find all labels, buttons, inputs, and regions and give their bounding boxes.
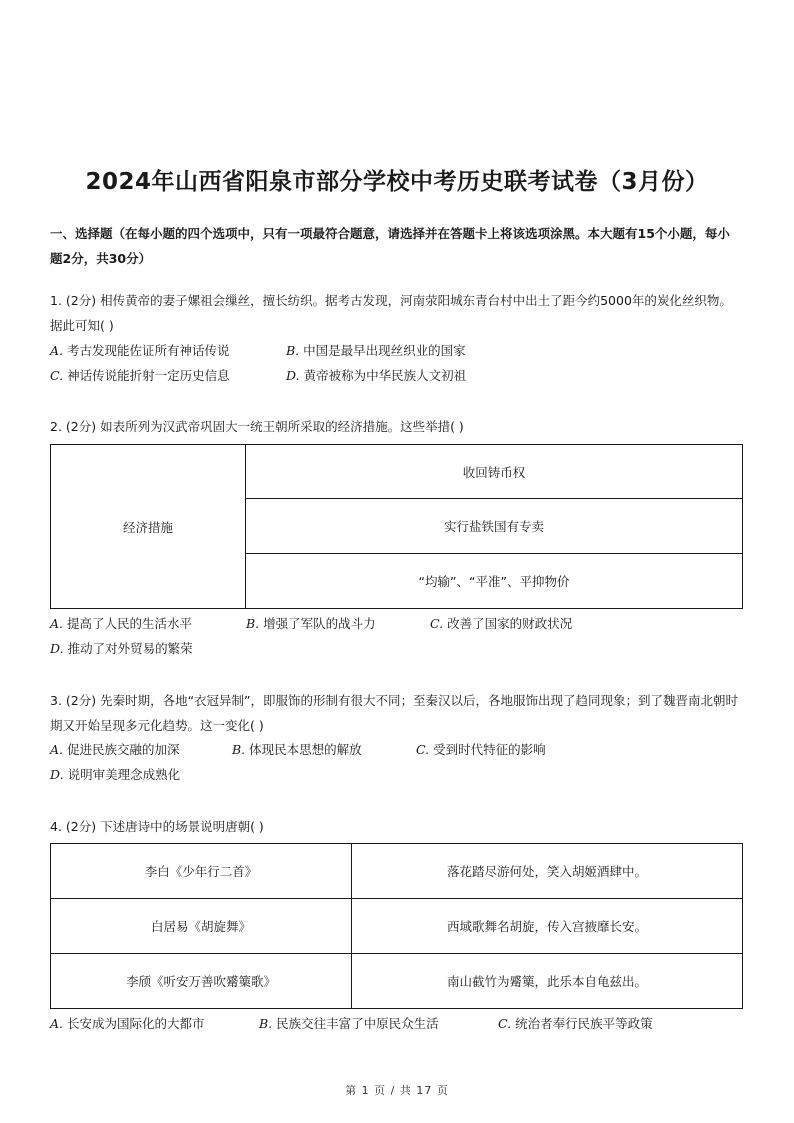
- option-letter: D.: [50, 641, 64, 656]
- question-3-options-row-2: [50, 762, 740, 787]
- table-cell-source: 李白《少年行二首》: [51, 844, 352, 899]
- question-2-table: [50, 444, 743, 609]
- option-letter: B.: [232, 742, 246, 757]
- option-letter: B.: [259, 1016, 273, 1031]
- question-1-options-row-2: [50, 363, 740, 388]
- option-b[interactable]: [259, 1011, 439, 1036]
- option-letter: D.: [286, 368, 300, 383]
- option-a[interactable]: [50, 737, 180, 762]
- table-cell-line: 南山截竹为觱篥，此乐本自龟兹出。: [352, 954, 743, 1009]
- option-text: 考古发现能佐证所有神话传说: [67, 343, 230, 358]
- option-text: 神话传说能折射一定历史信息: [67, 368, 230, 383]
- table-cell: 收回铸币权: [246, 445, 743, 499]
- section-header: 一、选择题（在每小题的四个选项中，只有一项最符合题意，请选择并在答题卡上将该选项涂黑。本大题有15个小题，每小题2分，共30分）: [50, 226, 730, 266]
- table-cell: 实行盐铁国有专卖: [246, 499, 743, 554]
- option-letter: B.: [246, 616, 260, 631]
- question-2-options-row-1: [50, 611, 740, 636]
- option-text: 受到时代特征的影响: [433, 742, 546, 757]
- option-c[interactable]: [498, 1011, 653, 1036]
- question-2-stem: 2. (2分) 如表所列为汉武帝巩固大一统王朝所采取的经济措施。这些举措( ): [50, 419, 464, 434]
- option-text: 提高了人民的生活水平: [67, 616, 193, 631]
- option-d[interactable]: [286, 363, 466, 388]
- option-d[interactable]: [50, 762, 180, 787]
- option-letter: A.: [50, 742, 64, 757]
- question-4-stem: 4. (2分) 下述唐诗中的场景说明唐朝( ): [50, 819, 264, 834]
- option-b[interactable]: [232, 737, 362, 762]
- option-d[interactable]: [50, 636, 193, 661]
- table-cell-source: 李颀《听安万善吹觱篥歌》: [51, 954, 352, 1009]
- page-title: 2024年山西省阳泉市部分学校中考历史联考试卷（3月份）: [85, 169, 709, 195]
- option-letter: B.: [286, 343, 300, 358]
- option-letter: A.: [50, 616, 64, 631]
- option-c[interactable]: [430, 611, 572, 636]
- question-3-stem: 3. (2分) 先秦时期，各地“衣冠异制”，即服饰的形制有很大不同；至秦汉以后，各地服饰出现了趋同现象；到了魏晋南北朝时期又开始呈现多元化趋势。这一变化( ): [50, 693, 739, 733]
- option-text: 促进民族交融的加深: [67, 742, 180, 757]
- option-c[interactable]: [416, 737, 546, 762]
- option-a[interactable]: [50, 338, 230, 363]
- option-letter: C.: [498, 1016, 512, 1031]
- question-2-options-row-2: [50, 636, 740, 661]
- option-text: 改善了国家的财政状况: [447, 616, 573, 631]
- option-letter: A.: [50, 1016, 64, 1031]
- option-text: 中国是最早出现丝织业的国家: [303, 343, 466, 358]
- table-cell: “均输”、“平准”、平抑物价: [246, 554, 743, 609]
- page-footer: 第 1 页 / 共 17 页: [345, 1084, 449, 1097]
- option-text: 说明审美理念成熟化: [67, 767, 181, 782]
- question-1-options-row-1: [50, 338, 740, 363]
- option-letter: A.: [50, 343, 64, 358]
- option-letter: C.: [430, 616, 444, 631]
- option-text: 增强了军队的战斗力: [263, 616, 376, 631]
- question-4-table: [50, 843, 743, 1009]
- option-letter: C.: [50, 368, 64, 383]
- table-cell-source: 白居易《胡旋舞》: [51, 899, 352, 954]
- option-c[interactable]: [50, 363, 230, 388]
- table-cell-left: 经济措施: [51, 445, 246, 609]
- option-text: 黄帝被称为中华民族人文初祖: [303, 368, 467, 383]
- option-letter: C.: [416, 742, 430, 757]
- question-1-stem: 1. (2分) 相传黄帝的妻子嫘祖会缫丝，擅长纺织。据考古发现，河南荥阳城东青台村中出土了距今约5000年的炭化丝织物。据此可知( ): [50, 293, 732, 333]
- option-text: 长安成为国际化的大都市: [67, 1016, 205, 1031]
- table-cell-line: 西域歌舞名胡旋，传入宫掖靡长安。: [352, 899, 743, 954]
- option-letter: D.: [50, 767, 64, 782]
- option-text: 推动了对外贸易的繁荣: [67, 641, 193, 656]
- option-a[interactable]: [50, 1011, 205, 1036]
- option-a[interactable]: [50, 611, 192, 636]
- option-text: 民族交往丰富了中原民众生活: [276, 1016, 439, 1031]
- question-4-options-row-1: [50, 1011, 740, 1036]
- option-b[interactable]: [286, 338, 466, 363]
- question-3-options-row-1: [50, 737, 740, 762]
- option-b[interactable]: [246, 611, 376, 636]
- option-text: 统治者奉行民族平等政策: [515, 1016, 653, 1031]
- option-text: 体现民本思想的解放: [249, 742, 362, 757]
- table-cell-line: 落花踏尽游何处，笑入胡姬酒肆中。: [352, 844, 743, 899]
